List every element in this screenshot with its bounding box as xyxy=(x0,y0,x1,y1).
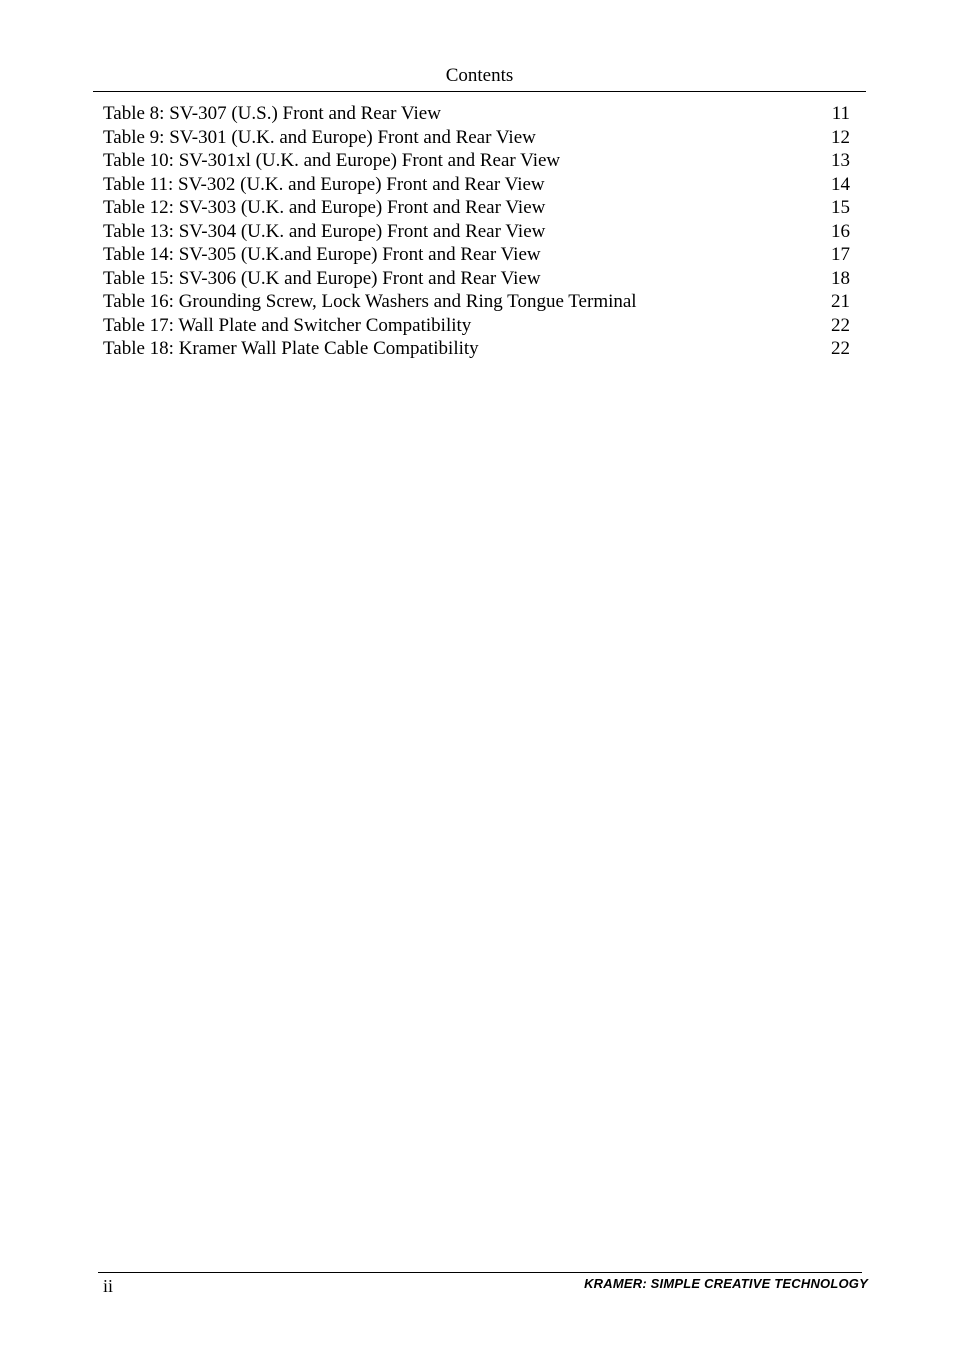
toc-entry-page: 11 xyxy=(831,103,850,124)
toc-entry[interactable] xyxy=(103,126,850,150)
toc-entry-page: 22 xyxy=(831,338,850,359)
toc-entry-label: Table 14: SV-305 (U.K.and Europe) Front and Rear View xyxy=(103,244,541,265)
toc-entry-page: 16 xyxy=(831,220,850,242)
toc-entry[interactable] xyxy=(103,173,850,197)
toc-entry-label: Table 15: SV-306 (U.K and Europe) Front and Rear View xyxy=(103,267,541,289)
page-header-title: Contents xyxy=(445,65,514,86)
toc-entry-page: 18 xyxy=(831,267,850,289)
toc-entry-label: Table 16: Grounding Screw, Lock Washers and Ring Tongue Terminal xyxy=(103,291,637,312)
toc-entry[interactable] xyxy=(103,102,850,126)
toc-entry-label: Table 17: Wall Plate and Switcher Compatibility xyxy=(103,314,472,336)
toc-entry-page: 12 xyxy=(831,126,850,148)
toc-entry-label: Table 12: SV-303 (U.K. and Europe) Front and Rear View xyxy=(103,197,546,218)
toc-entry[interactable] xyxy=(103,267,850,291)
toc-entry-label: Table 9: SV-301 (U.K. and Europe) Front and Rear View xyxy=(103,126,536,148)
toc-entry-page: 22 xyxy=(831,314,850,336)
toc-entry[interactable] xyxy=(103,290,850,314)
toc-entry-label: Table 8: SV-307 (U.S.) Front and Rear View xyxy=(103,103,441,124)
table-of-contents-list xyxy=(103,102,850,361)
toc-entry-page: 21 xyxy=(831,291,850,312)
toc-entry[interactable] xyxy=(103,149,850,173)
toc-entry-label: Table 11: SV-302 (U.K. and Europe) Front and Rear View xyxy=(103,173,545,195)
toc-entry[interactable] xyxy=(103,337,850,361)
toc-entry-page: 17 xyxy=(831,244,850,265)
footer-page-number: ii xyxy=(103,1276,114,1296)
toc-entry[interactable] xyxy=(103,243,850,267)
toc-entry[interactable] xyxy=(103,220,850,244)
footer-divider xyxy=(98,1272,862,1273)
toc-entry-page: 14 xyxy=(831,173,850,195)
header-divider xyxy=(93,91,866,92)
toc-entry-label: Table 10: SV-301xl (U.K. and Europe) Front and Rear View xyxy=(103,150,561,171)
toc-entry-label: Table 18: Kramer Wall Plate Cable Compatibility xyxy=(103,338,479,359)
toc-entry-page: 15 xyxy=(831,197,850,218)
toc-entry[interactable] xyxy=(103,196,850,220)
toc-entry-page: 13 xyxy=(831,150,850,171)
toc-entry[interactable] xyxy=(103,314,850,338)
footer-brand-tagline: KRAMER: SIMPLE CREATIVE TECHNOLOGY xyxy=(584,1276,868,1291)
toc-entry-label: Table 13: SV-304 (U.K. and Europe) Front and Rear View xyxy=(103,220,546,242)
